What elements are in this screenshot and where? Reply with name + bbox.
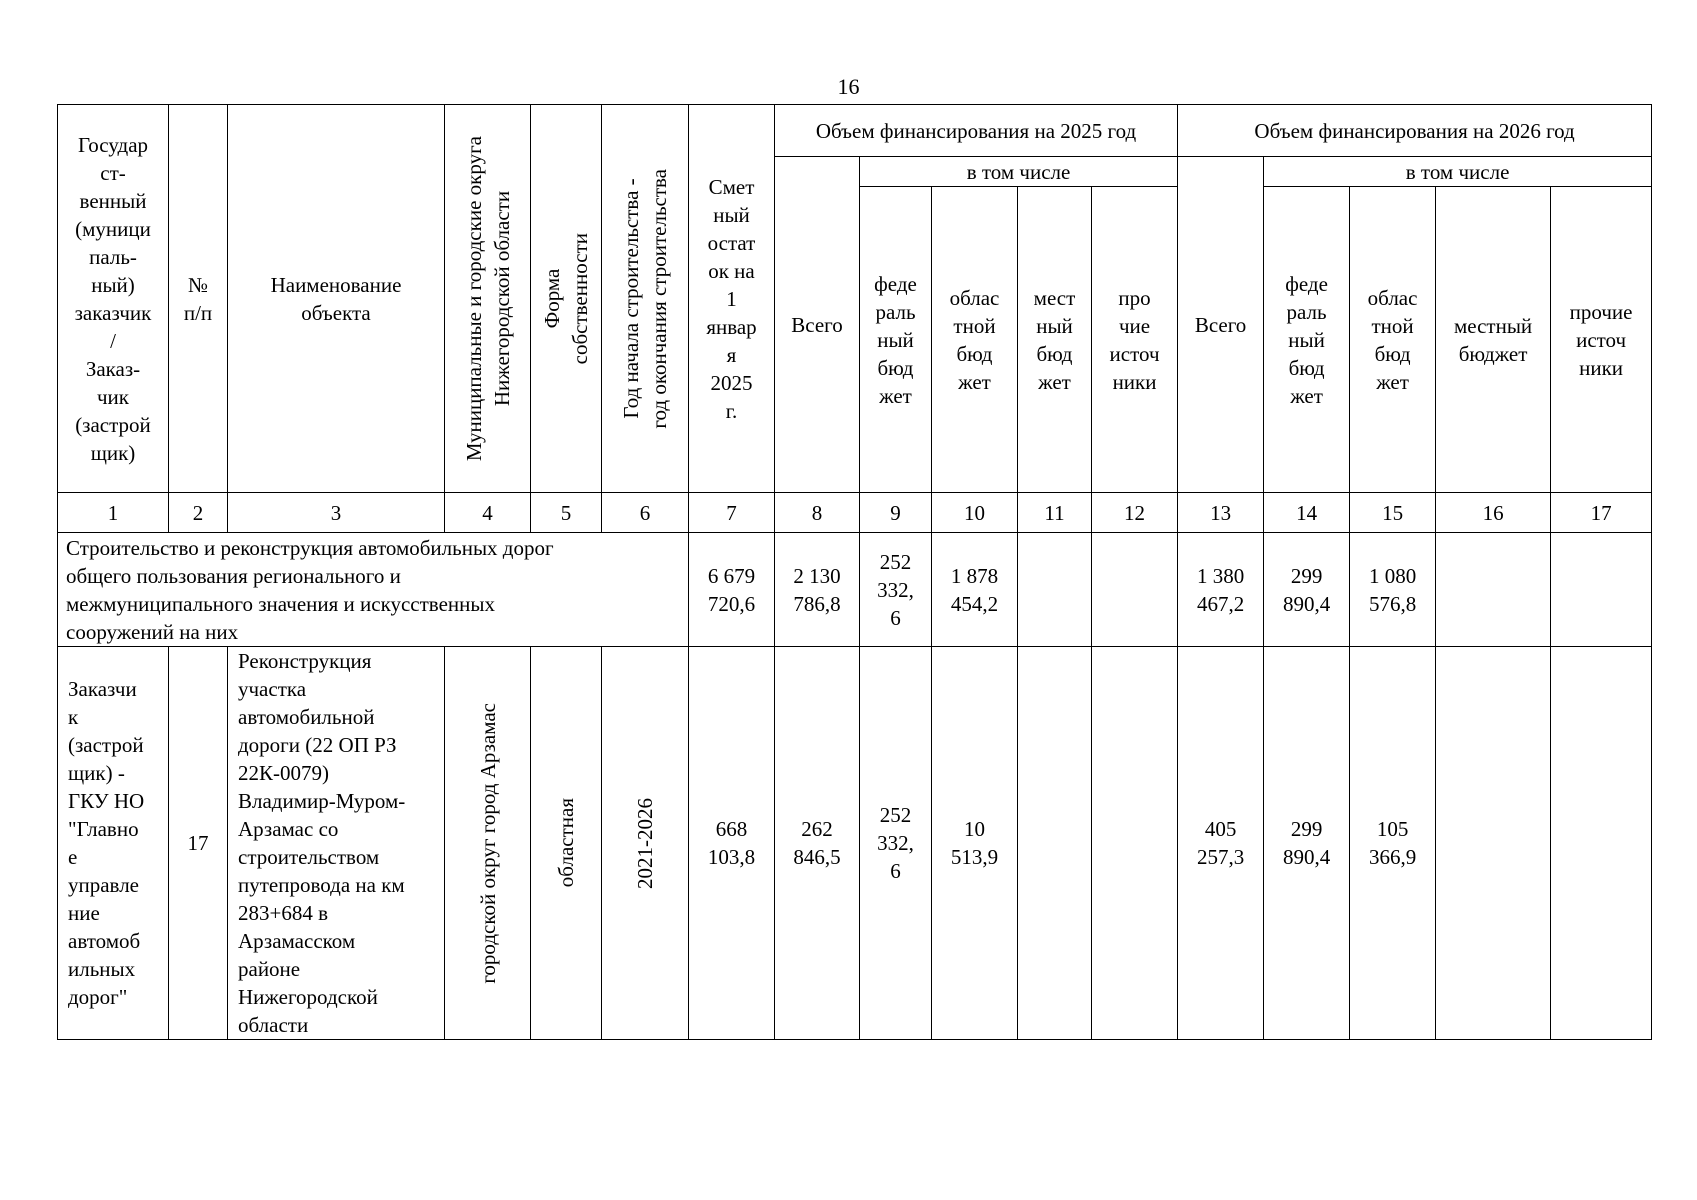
row-municipality-cell — [445, 647, 531, 1040]
header-years: Год начала строительства - год окончания строительства — [619, 168, 671, 429]
column-number: 6 — [602, 493, 689, 533]
column-number: 7 — [689, 493, 775, 533]
row-estimated-balance: 668 103,8 — [689, 647, 775, 1040]
row-years-cell — [602, 647, 689, 1040]
column-number: 10 — [932, 493, 1018, 533]
header-including-2025: в том числе — [860, 157, 1178, 187]
row-reg-2025: 10 513,9 — [932, 647, 1018, 1040]
financing-table — [57, 104, 1652, 1040]
header-object-name: Наименование объекта — [228, 105, 445, 493]
header-loc-2025: мест ный бюд жет — [1018, 187, 1092, 493]
header-total-2025: Всего — [775, 157, 860, 493]
header-oth-2026: прочие источ ники — [1551, 187, 1652, 493]
table-row — [58, 647, 1652, 1040]
column-number: 1 — [58, 493, 169, 533]
column-numbers-row — [58, 493, 1652, 533]
header-customer: Государ ст- венный (муници паль- ный) заказчик / Заказ- чик (застрой щик) — [58, 105, 169, 493]
section-row — [58, 533, 1652, 647]
column-number: 16 — [1436, 493, 1551, 533]
row-total-2026: 405 257,3 — [1178, 647, 1264, 1040]
header-municipality: Муниципальные и городские округа Нижегородской области — [461, 135, 514, 462]
header-fed-2025: феде раль ный бюд жет — [860, 187, 932, 493]
row-fed-2026: 299 890,4 — [1264, 647, 1350, 1040]
header-estimated-balance: Смет ный остат ок на 1 январ я 2025 г. — [689, 105, 775, 493]
header-reg-2026: облас тной бюд жет — [1350, 187, 1436, 493]
row-municipality: городской округ город Арзамас — [475, 702, 500, 984]
section-estimated-balance: 6 679 720,6 — [689, 533, 775, 647]
column-number: 11 — [1018, 493, 1092, 533]
column-number: 17 — [1551, 493, 1652, 533]
column-number: 14 — [1264, 493, 1350, 533]
column-number: 15 — [1350, 493, 1436, 533]
header-volume-2025: Объем финансирования на 2025 год — [775, 105, 1178, 157]
section-loc-2026 — [1436, 533, 1551, 647]
row-years: 2021-2026 — [633, 797, 657, 889]
header-oth-2025: про чие источ ники — [1092, 187, 1178, 493]
row-object-name: Реконструкция участка автомобильной дороги (22 ОП РЗ 22К-0079) Владимир-Муром- Арзамас со строительством путепровода на км 283+684 в Арзамасском районе Нижегородской области — [228, 647, 445, 1040]
row-oth-2026 — [1551, 647, 1652, 1040]
row-ownership-cell — [531, 647, 602, 1040]
row-loc-2025 — [1018, 647, 1092, 1040]
row-reg-2026: 105 366,9 — [1350, 647, 1436, 1040]
header-volume-2026: Объем финансирования на 2026 год — [1178, 105, 1652, 157]
section-reg-2025: 1 878 454,2 — [932, 533, 1018, 647]
section-oth-2026 — [1551, 533, 1652, 647]
row-ownership: областная — [554, 798, 578, 888]
section-fed-2025: 252 332, 6 — [860, 533, 932, 647]
section-total-2026: 1 380 467,2 — [1178, 533, 1264, 647]
column-number: 2 — [169, 493, 228, 533]
section-oth-2025 — [1092, 533, 1178, 647]
header-total-2026: Всего — [1178, 157, 1264, 493]
header-ownership: Форма собственности — [540, 232, 592, 365]
section-fed-2026: 299 890,4 — [1264, 533, 1350, 647]
section-total-2025: 2 130 786,8 — [775, 533, 860, 647]
header-loc-2026: местный бюджет — [1436, 187, 1551, 493]
column-number: 3 — [228, 493, 445, 533]
section-reg-2026: 1 080 576,8 — [1350, 533, 1436, 647]
page-number: 16 — [837, 74, 860, 99]
column-number: 8 — [775, 493, 860, 533]
row-oth-2025 — [1092, 647, 1178, 1040]
section-title: Строительство и реконструкция автомобильных дорог общего пользования регионального и межмуниципального значения и искусственных сооружений на них — [58, 533, 689, 647]
header-years-cell — [602, 105, 689, 493]
row-customer: Заказчи к (застрой щик) - ГКУ НО "Главно е управле ние автомоб ильных дорог" — [58, 647, 169, 1040]
header-municipality-cell — [445, 105, 531, 493]
header-reg-2025: облас тной бюд жет — [932, 187, 1018, 493]
row-number: 17 — [169, 647, 228, 1040]
header-ownership-cell — [531, 105, 602, 493]
header-fed-2026: феде раль ный бюд жет — [1264, 187, 1350, 493]
section-loc-2025 — [1018, 533, 1092, 647]
row-total-2025: 262 846,5 — [775, 647, 860, 1040]
header-number: № п/п — [169, 105, 228, 493]
column-number: 5 — [531, 493, 602, 533]
row-fed-2025: 252 332, 6 — [860, 647, 932, 1040]
header-including-2026: в том числе — [1264, 157, 1652, 187]
header-row-1 — [58, 105, 1652, 157]
column-number: 9 — [860, 493, 932, 533]
row-loc-2026 — [1436, 647, 1551, 1040]
column-number: 12 — [1092, 493, 1178, 533]
column-number: 13 — [1178, 493, 1264, 533]
column-number: 4 — [445, 493, 531, 533]
